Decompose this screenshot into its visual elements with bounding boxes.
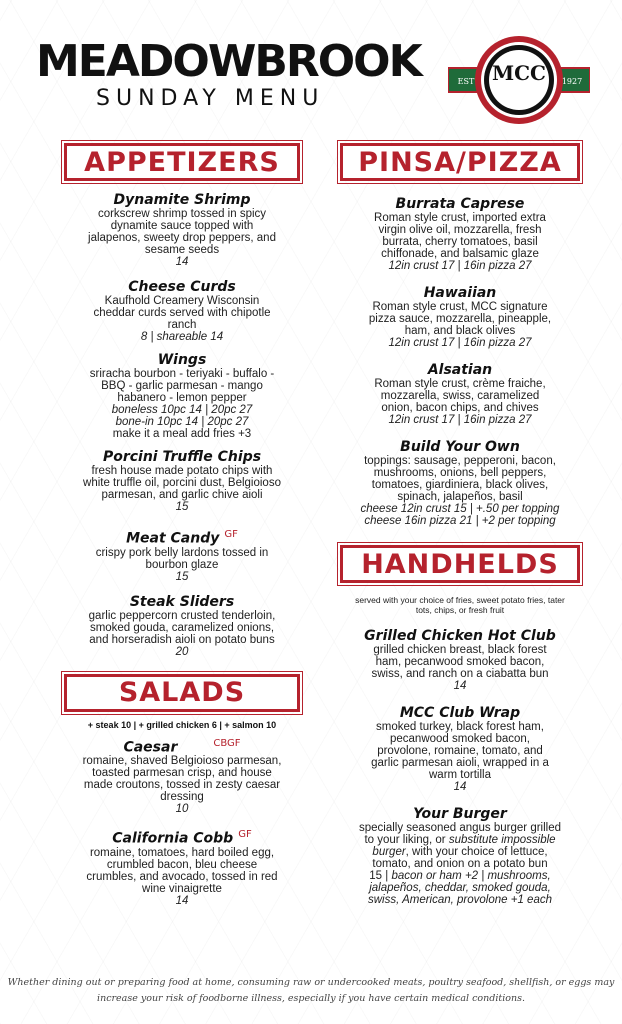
item-name: California Cobb bbox=[112, 830, 234, 847]
item-price: 14 bbox=[175, 256, 189, 268]
item-name: Alsatian bbox=[427, 362, 493, 378]
logo-monogram: MCC bbox=[492, 61, 546, 85]
item-desc: crispy pork belly lardons tossed in bourbon glaze bbox=[95, 546, 269, 571]
menu-item-grilled-chicken-hot-club bbox=[330, 629, 590, 692]
item-desc bbox=[356, 822, 564, 870]
salads-header bbox=[64, 674, 300, 712]
item-price: 15 bbox=[175, 501, 189, 513]
item-desc: fresh house made potato chips with white truffle oil, porcini dust, Belgioioso parmesan, and garlic chive aioli bbox=[83, 465, 281, 501]
pizza-title: PINSA/PIZZA bbox=[358, 146, 562, 178]
handhelds-title: HANDHELDS bbox=[361, 548, 559, 580]
item-desc: garlic peppercorn crusted tenderloin, smoked gouda, caramelized onions, and horseradish aioli on potato buns bbox=[88, 609, 276, 646]
item-price: 14 bbox=[453, 781, 467, 793]
item-desc: grilled chicken breast, black forest ham, pecanwood smoked bacon, swiss, and ranch on a ciabatta bun bbox=[371, 644, 549, 680]
appetizers-header bbox=[64, 143, 300, 181]
item-name: Dynamite Shrimp bbox=[113, 192, 251, 208]
item-name: Build Your Own bbox=[400, 439, 520, 455]
menu-header bbox=[0, 0, 622, 140]
desc-italic-text: substitute impossible burger bbox=[372, 834, 556, 858]
item-name: Hawaiian bbox=[423, 285, 497, 301]
desc-text: specially seasoned angus burger grilled to your liking, or bbox=[358, 822, 561, 846]
item-price: 12in crust 17 | 16in pizza 27 bbox=[388, 414, 532, 426]
gf-badge: GF bbox=[224, 529, 238, 540]
item-name: Caesar bbox=[123, 739, 178, 756]
item-note: make it a meal add fries +3 bbox=[112, 428, 252, 440]
menu-item-porcini-truffle-chips bbox=[32, 450, 332, 513]
pizza-header bbox=[340, 143, 580, 181]
price-text: 15 | bbox=[369, 870, 392, 882]
item-price bbox=[356, 870, 564, 906]
menu-item-burrata-caprese bbox=[330, 197, 590, 272]
restaurant-title: MEADOWBROOK bbox=[36, 36, 421, 87]
item-name: Burrata Caprese bbox=[395, 196, 525, 212]
menu-subtitle: SUNDAY MENU bbox=[96, 86, 325, 111]
item-desc: romaine, shaved Belgioioso parmesan, toasted parmesan crisp, and house made croutons, tossed in zesty caesar dressing bbox=[82, 755, 282, 804]
menu-item-caesar bbox=[32, 736, 332, 816]
item-name: Grilled Chicken Hot Club bbox=[364, 628, 556, 644]
item-desc: Roman style crust, crème fraiche, mozzarella, swiss, caramelized onion, bacon chips, and chives bbox=[374, 378, 546, 414]
item-price: boneless 10pc 14 | 20pc 27 bbox=[111, 404, 253, 416]
salad-addons: + steak 10 | + grilled chicken 6 | + salmon 10 bbox=[87, 719, 277, 730]
menu-item-wings bbox=[32, 353, 332, 440]
item-desc: romaine, tomatoes, hard boiled egg, crumbled bacon, bleu cheese crumbles, and avocado, tossed in red wine vinaigrette bbox=[86, 846, 278, 895]
menu-item-meat-candy bbox=[32, 527, 332, 583]
item-desc: corkscrew shrimp tossed in spicy dynamite sauce topped with jalapenos, sweety drop peppers, and sesame seeds bbox=[88, 208, 276, 256]
item-desc: smoked turkey, black forest ham, pecanwood smoked bacon, provolone, romaine, tomato, and garlic parmesan aioli, wrapped in a warm tortilla bbox=[371, 721, 549, 781]
item-name: Meat Candy bbox=[126, 530, 220, 547]
cbgf-badge: CBGF bbox=[213, 737, 241, 749]
menu-item-your-burger bbox=[330, 807, 590, 906]
handhelds-header bbox=[340, 545, 580, 583]
logo-est: EST bbox=[457, 77, 475, 86]
menu-item-build-your-own bbox=[330, 440, 590, 527]
menu-item-steak-sliders bbox=[32, 595, 332, 658]
right-column bbox=[330, 143, 590, 906]
item-price: 12in crust 17 | 16in pizza 27 bbox=[388, 337, 532, 349]
menu-item-mcc-club-wrap bbox=[330, 706, 590, 793]
item-price: 8 | shareable 14 bbox=[140, 331, 224, 343]
item-desc: toppings: sausage, pepperoni, bacon, mushrooms, onions, bell peppers, tomatoes, giardiniera, black olives, spinach, jalapeños, basil bbox=[364, 455, 556, 503]
appetizers-title: APPETIZERS bbox=[84, 146, 280, 178]
item-name: Steak Sliders bbox=[129, 593, 235, 610]
item-price: 20 bbox=[175, 645, 189, 658]
club-logo bbox=[448, 30, 590, 130]
item-name: Your Burger bbox=[413, 806, 507, 822]
item-price: 12in crust 17 | 16in pizza 27 bbox=[388, 260, 532, 272]
menu-item-california-cobb bbox=[32, 827, 332, 907]
menu-item-cheese-curds bbox=[32, 280, 332, 343]
handhelds-sides-note: served with your choice of fries, sweet potato fries, tater tots, chips, or fresh fruit bbox=[355, 595, 565, 615]
menu-item-dynamite-shrimp bbox=[32, 193, 332, 268]
item-name: Porcini Truffle Chips bbox=[102, 449, 262, 465]
left-column bbox=[32, 143, 332, 907]
item-desc: Roman style crust, MCC signature pizza sauce, mozzarella, pineapple, ham, and black olives bbox=[368, 301, 552, 337]
item-name: Cheese Curds bbox=[128, 279, 236, 295]
price-addons-text: bacon or ham +2 | mushrooms, jalapeños, cheddar, smoked gouda, swiss, American, provolone +1 each bbox=[368, 870, 552, 906]
item-price: 15 bbox=[175, 570, 189, 583]
salads-title: SALADS bbox=[118, 677, 246, 709]
item-price: 14 bbox=[175, 894, 189, 907]
item-price: cheese 12in crust 15 | +.50 per topping bbox=[360, 503, 560, 515]
gf-badge: GF bbox=[238, 829, 252, 841]
desc-text: , with your choice of lettuce, tomato, and onion on a potato bun bbox=[372, 846, 548, 870]
item-price: 14 bbox=[453, 680, 467, 692]
item-price: cheese 16in pizza 21 | +2 per topping bbox=[364, 515, 556, 527]
logo-year: 1927 bbox=[561, 77, 583, 86]
item-desc: Roman style crust, imported extra virgin olive oil, mozzarella, fresh burrata, cherry tomatoes, basil chiffonade, and balsamic glaze bbox=[374, 212, 546, 260]
foodborne-illness-disclaimer: Whether dining out or preparing food at home, consuming raw or undercooked meats, poultry seafood, shellfish, or eggs may increase your risk of foodborne illness, especially if you have certain medical conditions. bbox=[7, 977, 615, 1004]
menu-item-alsatian bbox=[330, 363, 590, 426]
item-desc: Kaufhold Creamery Wisconsin cheddar curds served with chipotle ranch bbox=[93, 295, 271, 331]
item-name: MCC Club Wrap bbox=[399, 705, 521, 721]
item-name: Wings bbox=[157, 352, 207, 368]
item-price: bone-in 10pc 14 | 20pc 27 bbox=[115, 416, 249, 428]
item-price: 10 bbox=[175, 803, 189, 816]
item-desc: sriracha bourbon - teriyaki - buffalo - BBQ - garlic parmesan - mango habanero - lemon pepper bbox=[89, 368, 275, 404]
menu-item-hawaiian bbox=[330, 286, 590, 349]
